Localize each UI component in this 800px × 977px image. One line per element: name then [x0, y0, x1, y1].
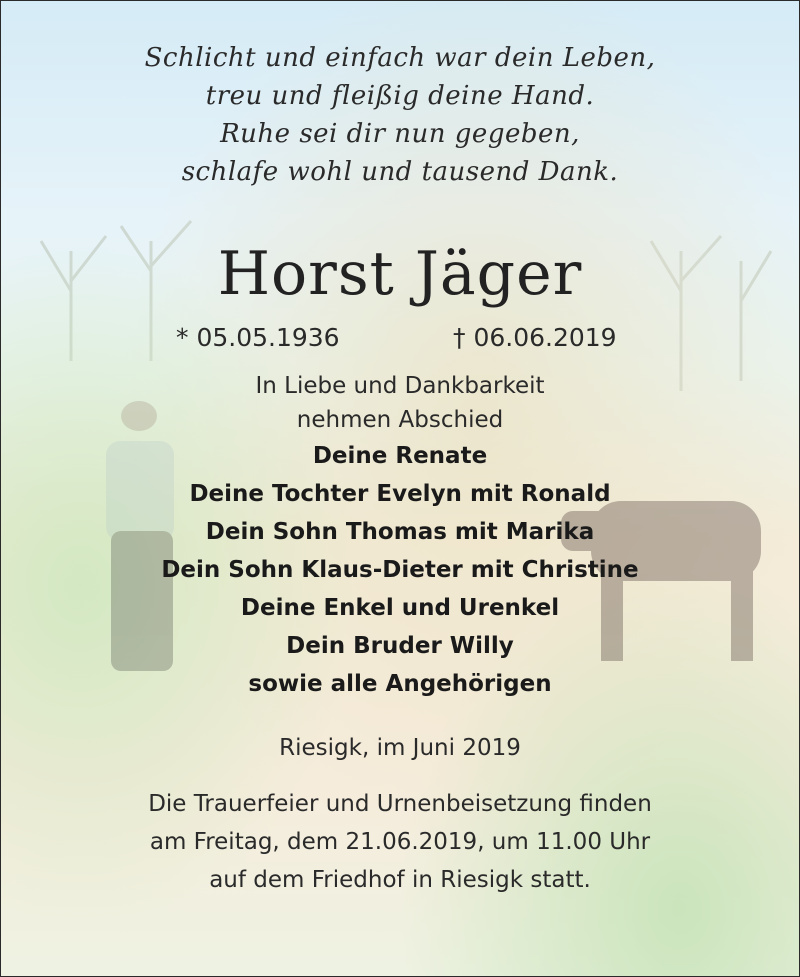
- poem-line: Schlicht und einfach war dein Leben,: [144, 43, 656, 73]
- birth-date: * 05.05.1936: [176, 323, 340, 352]
- ceremony-line: auf dem Friedhof in Riesigk statt.: [209, 867, 591, 893]
- ceremony-line: am Freitag, dem 21.06.2019, um 11.00 Uhr: [149, 829, 651, 855]
- mourner-name: Deine Enkel und Urenkel: [240, 595, 560, 621]
- mourner-name: Deine Tochter Evelyn mit Ronald: [189, 481, 611, 507]
- ceremony-info: [1, 785, 799, 899]
- poem: [1, 39, 799, 191]
- poem-line: treu und fleißig deine Hand.: [205, 81, 595, 111]
- life-dates: [1, 317, 799, 359]
- mourners-list: [1, 437, 799, 703]
- intro-line: In Liebe und Dankbarkeit: [255, 373, 545, 399]
- mourner-name: Dein Sohn Klaus-Dieter mit Christine: [161, 557, 639, 583]
- deceased-name: Horst Jäger: [217, 239, 583, 309]
- intro-text: [1, 369, 799, 437]
- place-date: Riesigk, im Juni 2019: [279, 735, 521, 761]
- notice-content: [1, 1, 799, 899]
- mourner-name: sowie alle Angehörigen: [248, 671, 552, 697]
- mourner-name: Dein Sohn Thomas mit Marika: [205, 519, 595, 545]
- ceremony-line: Die Trauerfeier und Urnenbeisetzung finden: [148, 791, 652, 817]
- intro-line: nehmen Abschied: [296, 407, 504, 433]
- death-date: † 06.06.2019: [453, 323, 617, 352]
- poem-line: schlafe wohl und tausend Dank.: [181, 157, 619, 187]
- poem-line: Ruhe sei dir nun gegeben,: [220, 119, 580, 149]
- mourner-name: Dein Bruder Willy: [286, 633, 514, 659]
- mourner-name: Deine Renate: [312, 443, 488, 469]
